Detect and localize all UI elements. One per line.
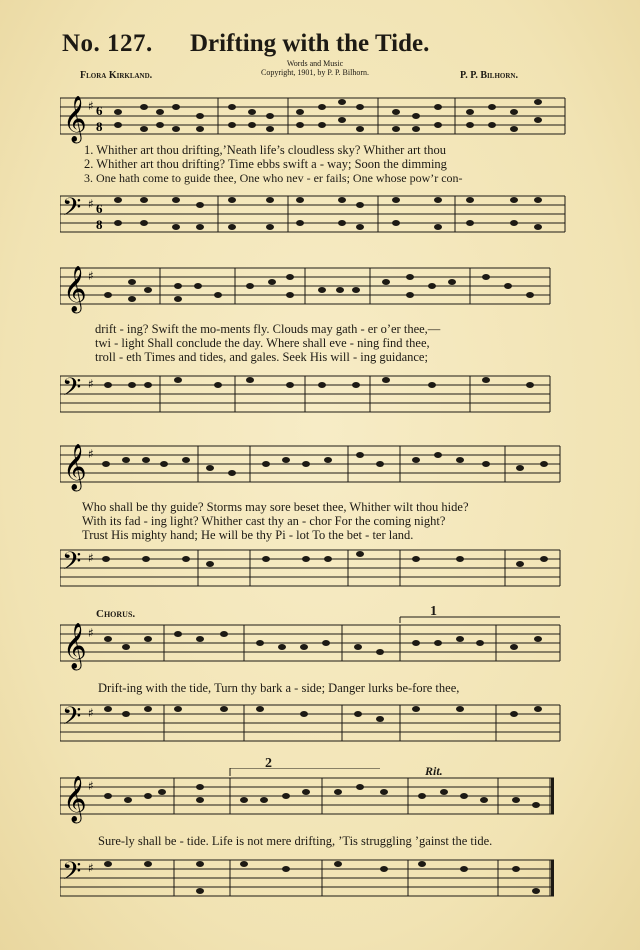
system-3-verse-3: Trust His mighty hand; He will be thy Pi - lot To the bet - ter land. [82,528,414,542]
treble-staff-system-5 [60,768,570,830]
svg-text:6: 6 [96,103,103,118]
svg-text:♯: ♯ [88,447,94,461]
copyright-line: Copyright, 1901, by P. P. Bilhorn. [260,68,369,77]
svg-text:𝄢: 𝄢 [62,857,82,892]
svg-text:𝄞: 𝄞 [63,444,87,490]
svg-text:𝄢: 𝄢 [62,547,82,582]
svg-text:𝄢: 𝄢 [62,702,82,737]
hymn-title: Drifting with the Tide. [190,30,430,57]
system-1-verse-2: 2. Whither art thou drifting? Time ebbs swift a - way; Soon the dimming [84,157,447,171]
svg-text:6: 6 [96,201,103,216]
bass-staff-system-4 [60,695,570,755]
svg-text:♯: ♯ [88,626,94,640]
system-2-verse-1: drift - ing? Swift the mo-ments fly. Clouds may gath - er o’er thee,— [95,322,441,336]
svg-text:𝄢: 𝄢 [62,193,82,228]
composer-name: P. P. Bilhorn. [460,70,518,81]
hymn-number: No. 127. [62,30,153,57]
svg-text:♯: ♯ [88,99,94,113]
ending-marker-2: 2 [265,756,272,771]
bass-staff-system-2 [60,366,570,426]
system-2-verse-3: troll - eth Times and tides, and gales. Seek His will - ing guidance; [95,350,428,364]
system-1-verse-1: 1. Whither art thou drifting,’Neath life’s cloudless sky? Whither art thou [84,143,446,157]
svg-text:♯: ♯ [88,706,94,720]
system-1-verse-3: 3. One hath come to guide thee, One who nev - er fails; One whose pow’r con- [84,171,463,185]
treble-staff-system-4 [60,615,570,677]
svg-text:𝄢: 𝄢 [62,373,82,408]
svg-text:𝄞: 𝄞 [63,96,87,142]
svg-text:♯: ♯ [88,861,94,875]
svg-text:♯: ♯ [88,779,94,793]
bass-staff-system-5 [60,850,570,910]
system-2-verse-2: twi - light Shall conclude the day. Where shall eve - ning find thee, [95,336,430,350]
ritardando-mark: Rit. [425,764,443,778]
chorus-lyric-line-1: Drift-ing with the tide, Turn thy bark a - side; Danger lurks be-fore thee, [98,681,460,695]
svg-text:♯: ♯ [88,377,94,391]
chorus-label: Chorus. [96,608,136,620]
svg-text:8: 8 [96,119,103,134]
svg-text:♯: ♯ [88,269,94,283]
treble-staff-system-3 [60,436,570,498]
treble-staff-system-2 [60,258,570,320]
svg-text:𝄞: 𝄞 [63,623,87,669]
svg-text:♯: ♯ [88,551,94,565]
svg-text:♯: ♯ [88,197,94,211]
lyricist-name: Flora Kirkland. [80,70,153,81]
system-3-verse-2: With its fad - ing light? Whither cast thy an - chor For the coming night? [82,514,446,528]
svg-text:8: 8 [96,217,103,232]
ending-marker-1: 1 [430,604,437,619]
bass-staff-system-3 [60,540,570,600]
system-3-verse-1: Who shall be thy guide? Storms may sore beset thee, Whither wilt thou hide? [82,500,469,514]
svg-text:𝄞: 𝄞 [63,776,87,822]
chorus-lyric-line-2: Sure-ly shall be - tide. Life is not mere drifting, ’Tis struggling ’gainst the tide. [98,834,493,848]
credit-words-music: Words and Music [286,59,344,68]
bass-staff-system-1 [60,186,570,246]
treble-staff-system-1 [60,88,570,150]
svg-text:𝄞: 𝄞 [63,266,87,312]
